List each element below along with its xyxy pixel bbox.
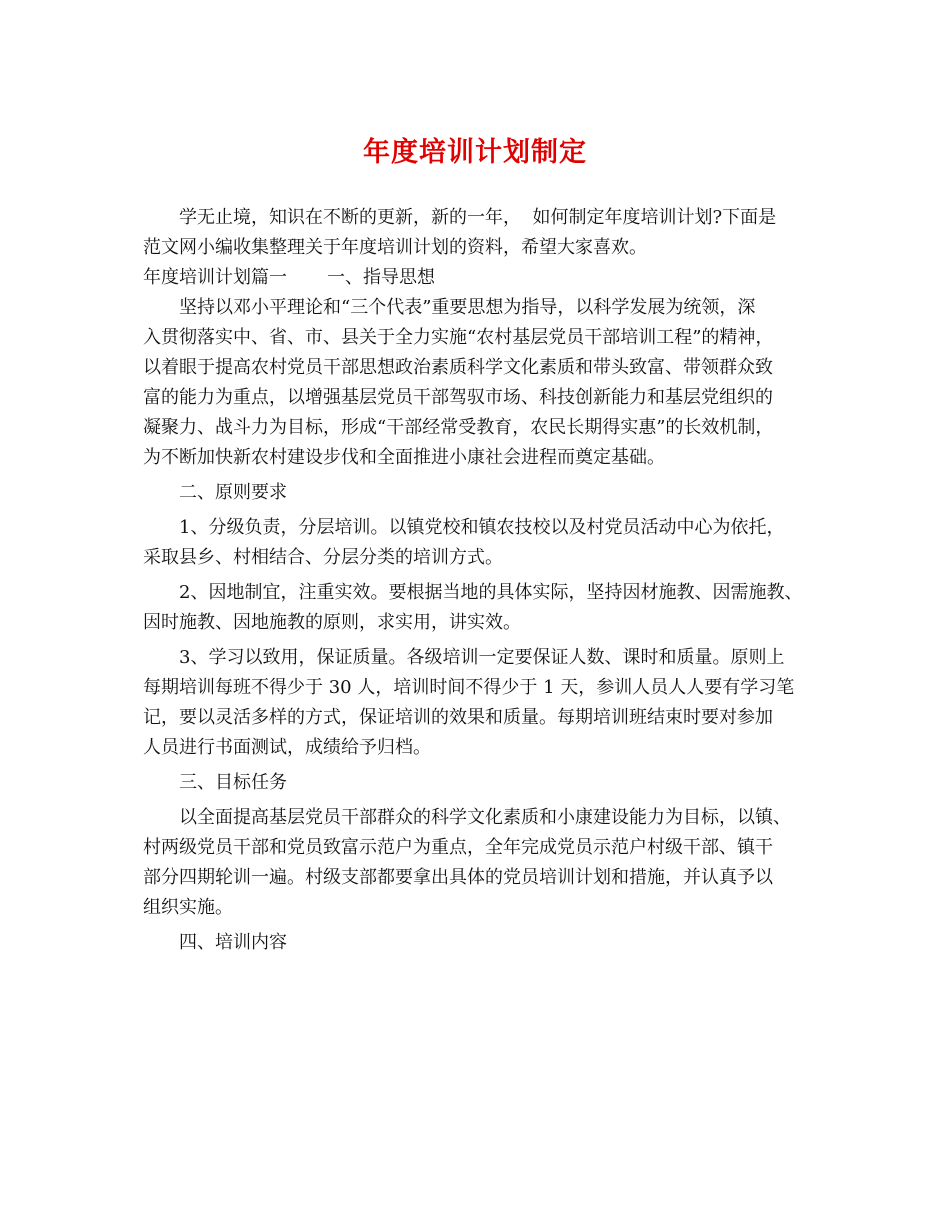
text-line: 每期培训每班不得少于 30 人，培训时间不得少于 1 天，参训人员人人要有学习笔	[143, 677, 795, 698]
section-heading: 二、原则要求	[179, 482, 287, 503]
text-line: 入贯彻落实中、省、市、县关于全力实施“农村基层党员干部培训工程”的精神，	[143, 327, 774, 348]
text-line: 学无止境，知识在不断的更新，新的一年， 如何制定年度培训计划?下面是	[179, 207, 777, 228]
text-line: 部分四期轮训一遍。村级支部都要拿出具体的党员培训计划和措施，并认真予以	[143, 867, 773, 888]
text-line: 富的能力为重点，以增强基层党员干部驾驭市场、科技创新能力和基层党组织的	[143, 387, 773, 408]
section-heading: 三、目标任务	[179, 772, 287, 793]
text-line: 以全面提高基层党员干部群众的科学文化素质和小康建设能力为目标，以镇、	[179, 807, 791, 828]
text-line: 2、因地制宜，注重实效。要根据当地的具体实际，坚持因材施教、因需施教、	[179, 582, 803, 603]
text-line: 1、分级负责，分层培训。以镇党校和镇农技校以及村党员活动中心为依托，	[179, 517, 785, 538]
text-line: 组织实施。	[143, 897, 233, 918]
document-title: 年度培训计划制定	[363, 137, 587, 168]
text-line: 坚持以邓小平理论和“三个代表”重要思想为指导，以科学发展为统领，深	[179, 297, 756, 318]
text-line: 3、学习以致用，保证质量。各级培训一定要保证人数、课时和质量。原则上	[179, 647, 785, 668]
text-line: 人员进行书面测试，成绩给予归档。	[143, 737, 431, 758]
text-line: 为不断加快新农村建设步伐和全面推进小康社会进程而奠定基础。	[143, 447, 665, 468]
text-line: 村两级党员干部和党员致富示范户为重点，全年完成党员示范户村级干部、镇干	[143, 837, 773, 858]
text-line: 范文网小编收集整理关于年度培训计划的资料，希望大家喜欢。	[143, 237, 647, 258]
text-line: 记，要以灵活多样的方式，保证培训的效果和质量。每期培训班结束时要对参加	[143, 707, 773, 728]
section-heading: 年度培训计划篇一 一、指导思想	[143, 267, 436, 288]
text-line: 以着眼于提高农村党员干部思想政治素质科学文化素质和带头致富、带领群众致	[143, 357, 773, 378]
section-heading: 四、培训内容	[179, 932, 287, 953]
text-line: 采取县乡、村相结合、分层分类的培训方式。	[143, 547, 503, 568]
text-line: 因时施教、因地施教的原则，求实用，讲实效。	[143, 612, 521, 633]
document-body	[143, 203, 815, 958]
text-line: 凝聚力、战斗力为目标，形成“干部经常受教育，农民长期得实惠”的长效机制，	[143, 417, 774, 438]
